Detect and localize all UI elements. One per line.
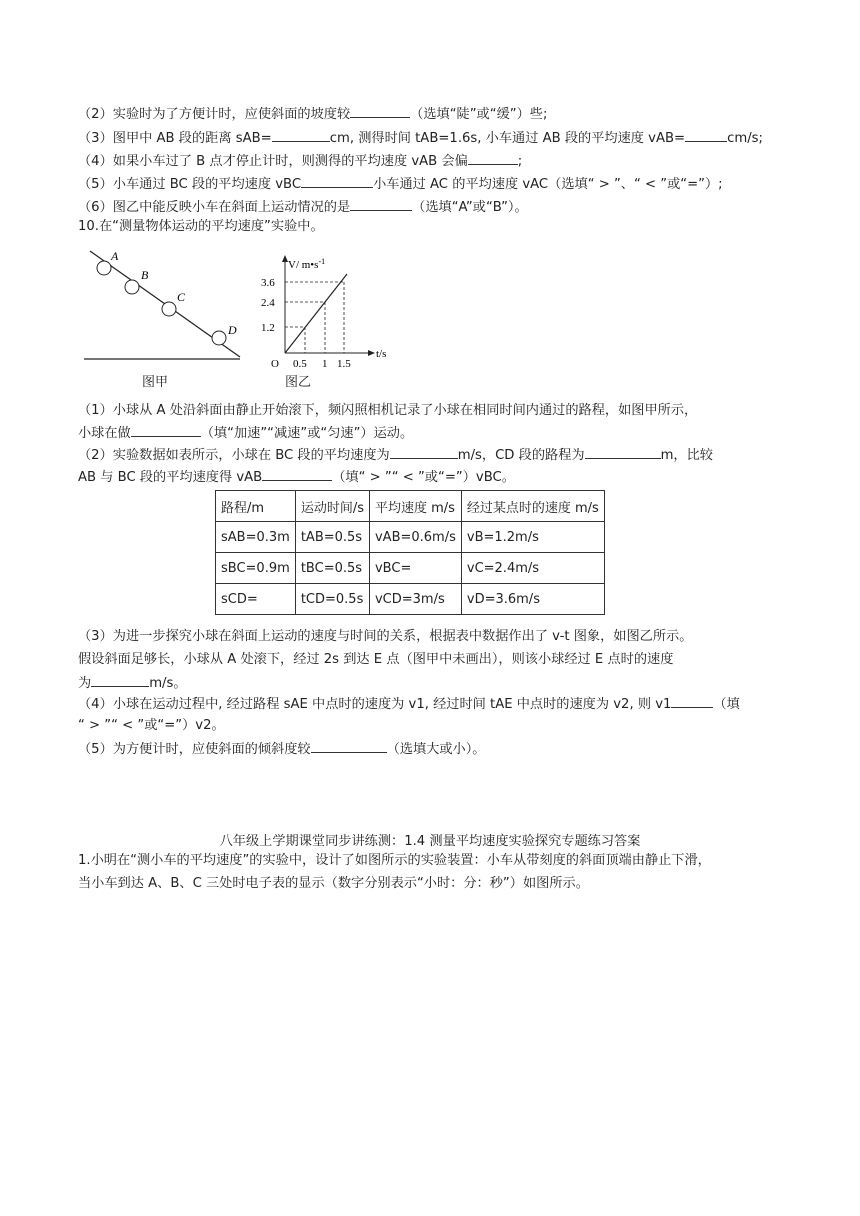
ball-a xyxy=(97,261,111,275)
figure-b-caption: 图乙 xyxy=(285,375,312,390)
y-tick-label: 2.4 xyxy=(261,297,275,309)
ball-label-c: C xyxy=(177,290,186,304)
q10-part4-line1: （4）小球在运动过程中, 经过路程 sAE 中点时的速度为 v1, 经过时间 tAE 中点时的速度为 v2, 则 v1 （填 xyxy=(78,694,740,715)
q10-part5: （5）为方便计时，应使斜面的倾斜度较 （选填大或小）。 xyxy=(78,739,485,760)
table-header-cell: 路程/m xyxy=(216,491,296,522)
table-cell: vC=2.4m/s xyxy=(461,553,604,584)
x-tick-label: 0.5 xyxy=(293,358,307,370)
answer-blank xyxy=(311,739,387,753)
q9-item-2: （2）实验时为了方便计时，应使斜面的坡度较 （选填“陡”或“缓”）些; xyxy=(78,104,547,125)
table-cell: sAB=0.3m xyxy=(216,522,296,553)
origin-label: O xyxy=(271,358,279,370)
table-header-cell: 运动时间/s xyxy=(295,491,369,522)
table-row xyxy=(216,522,605,553)
q10-part3-line2: 假设斜面足够长，小球从 A 处滚下，经过 2s 到达 E 点（图甲中未画出），则该小球经过 E 点时的速度 xyxy=(78,652,674,667)
y-axis-label: V/ $m•s^{-1}$ xyxy=(288,257,326,271)
figure-a-caption: 图甲 xyxy=(142,375,169,390)
answer-blank xyxy=(91,673,149,687)
ball-c xyxy=(162,302,176,316)
ball-b xyxy=(125,280,139,294)
q10-part1-line1: （1）小球从 A 处沿斜面由静止开始滚下，频闪照相机记录了小球在相同时间内通过的路程，如图甲所示， xyxy=(78,403,698,418)
table-cell: vAB=0.6m/s xyxy=(369,522,461,553)
table-header-row xyxy=(216,491,605,522)
answer-blank xyxy=(262,467,332,481)
q10-part4-line2: “ > ”“ < ”或“=”）v2。 xyxy=(78,718,225,733)
table-cell: sCD= xyxy=(216,584,296,615)
table-cell: vCD=3m/s xyxy=(369,584,461,615)
q10-part1-line2: 小球在做 （填“加速”“减速”或“匀速”）运动。 xyxy=(78,423,413,444)
answer-blank xyxy=(350,104,410,118)
velocity-line xyxy=(285,274,347,353)
data-table xyxy=(215,490,605,615)
answer-blank xyxy=(468,151,518,165)
q10-part3-line3: 为 m/s。 xyxy=(78,673,187,694)
answer-1-line1: 1.小明在“测小车的平均速度”的实验中，设计了如图所示的实验装置：小车从带刻度的斜面顶端由静止下滑， xyxy=(78,853,711,868)
q10-part2-line1: （2）实验数据如表所示，小球在 BC 段的平均速度为 m/s，CD 段的路程为 m，比较 xyxy=(78,445,713,466)
answer-blank xyxy=(301,174,373,188)
ball-label-a: A xyxy=(111,249,119,263)
figure-vt-graph xyxy=(255,252,395,374)
x-tick-label: 1.5 xyxy=(337,358,351,370)
answer-blank xyxy=(350,197,412,211)
x-axis-label: t/s xyxy=(376,348,387,360)
x-axis-arrow xyxy=(368,350,375,356)
answer-blank xyxy=(671,694,713,708)
table-cell: vB=1.2m/s xyxy=(461,522,604,553)
answer-blank xyxy=(685,128,727,142)
answer-1-line2: 当小车到达 A、B、C 三处时电子表的显示（数字分别表示“小时：分：秒”）如图所示。 xyxy=(78,876,589,891)
answer-blank xyxy=(390,445,458,459)
table-row xyxy=(216,584,605,615)
q9-item-3: （3）图甲中 AB 段的距离 sAB= cm, 测得时间 tAB=1.6s, 小车通过 AB 段的平均速度 vAB= cm/s; xyxy=(78,128,763,149)
table-cell: sBC=0.9m xyxy=(216,553,296,584)
q9-item-5: （5）小车通过 BC 段的平均速度 vBC 小车通过 AC 的平均速度 vAC（选填“ > ”、“ < ”或“=”）; xyxy=(78,174,723,195)
table-header-cell: 平均速度 m/s xyxy=(369,491,461,522)
table-header-cell: 经过某点时的速度 m/s xyxy=(461,491,604,522)
table-cell: tAB=0.5s xyxy=(295,522,369,553)
table-cell: vD=3.6m/s xyxy=(461,584,604,615)
q9-item-4: （4）如果小车过了 B 点才停止计时，则测得的平均速度 vAB 会偏 ; xyxy=(78,151,522,172)
x-tick-label: 1 xyxy=(322,358,328,370)
ball-label-b: B xyxy=(141,268,149,282)
figure-incline xyxy=(78,245,258,370)
table-cell: vBC= xyxy=(369,553,461,584)
answer-blank xyxy=(272,128,330,142)
q10-title: 10.在“测量物体运动的平均速度”实验中。 xyxy=(78,219,324,234)
q10-part3-line1: （3）为进一步探究小球在斜面上运动的速度与时间的关系，根据表中数据作出了 v-t 图象，如图乙所示。 xyxy=(78,629,693,644)
table-cell: tBC=0.5s xyxy=(295,553,369,584)
q10-part2-line2: AB 与 BC 段的平均速度得 vAB （填“ > ”“ < ”或“=”）vBC。 xyxy=(78,467,515,488)
table-row xyxy=(216,553,605,584)
ball-d xyxy=(212,331,226,345)
table-cell: tCD=0.5s xyxy=(295,584,369,615)
ball-label-d: D xyxy=(228,323,237,337)
q9-item-6: （6）图乙中能反映小车在斜面上运动情况的是 （选填“A”或“B”）。 xyxy=(78,197,528,218)
y-tick-label: 1.2 xyxy=(261,322,275,334)
answers-title: 八年级上学期课堂同步讲练测：1.4 测量平均速度实验探究专题练习答案 xyxy=(219,834,641,849)
answer-blank xyxy=(585,445,661,459)
y-tick-label: 3.6 xyxy=(261,277,275,289)
answer-blank xyxy=(131,423,201,437)
